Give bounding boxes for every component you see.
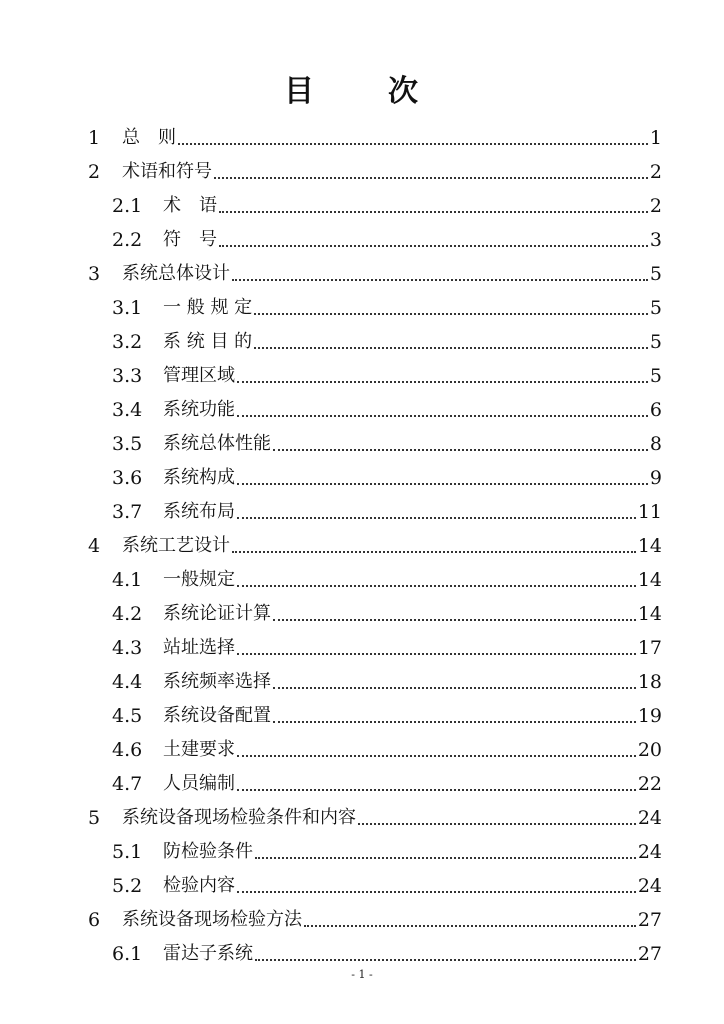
toc-entry-number: 3.1 (112, 297, 143, 319)
toc-dot-leader (237, 517, 636, 519)
toc-entry-page: 27 (637, 943, 662, 965)
toc-entry-title: 站址选择 (163, 637, 235, 658)
toc-entry-title: 检验内容 (163, 875, 235, 896)
toc-entry-title: 总 则 (122, 127, 176, 148)
toc-entry-page: 27 (637, 909, 662, 931)
toc-entry[interactable] (0, 461, 724, 495)
toc-entry[interactable] (0, 427, 724, 461)
table-of-contents (0, 121, 724, 971)
toc-entry[interactable] (0, 937, 724, 971)
toc-dot-leader (358, 823, 636, 825)
toc-entry-page: 19 (637, 705, 662, 727)
toc-entry-number: 3.5 (112, 433, 143, 455)
toc-entry-title: 系统频率选择 (163, 671, 271, 692)
toc-dot-leader (214, 177, 648, 179)
toc-entry[interactable] (0, 155, 724, 189)
toc-entry-title: 管理区域 (163, 365, 235, 386)
toc-entry-page: 24 (637, 841, 662, 863)
toc-entry-page: 18 (637, 671, 662, 693)
toc-entry-number: 3.7 (112, 501, 143, 523)
toc-entry[interactable] (0, 495, 724, 529)
toc-entry-title: 系统功能 (163, 399, 235, 420)
toc-entry-page: 5 (649, 297, 662, 319)
toc-entry-title: 系统构成 (163, 467, 235, 488)
toc-entry-number: 4.7 (112, 773, 143, 795)
toc-dot-leader (273, 687, 636, 689)
toc-entry-number: 1 (88, 127, 101, 149)
toc-entry-title: 人员编制 (163, 773, 235, 794)
toc-entry-number: 2.2 (112, 229, 143, 251)
toc-entry-page: 2 (649, 195, 662, 217)
toc-entry-title: 系统设备现场检验条件和内容 (122, 807, 356, 828)
toc-dot-leader (255, 857, 636, 859)
toc-dot-leader (232, 279, 648, 281)
toc-entry-title: 系 统 目 的 (163, 331, 253, 352)
toc-entry[interactable] (0, 291, 724, 325)
toc-entry[interactable] (0, 359, 724, 393)
page-title: 目 次 (284, 74, 440, 109)
toc-entry-page: 17 (637, 637, 662, 659)
toc-entry-page: 14 (637, 569, 662, 591)
page-number-footer: - 1 - (351, 968, 373, 981)
toc-dot-leader (219, 245, 648, 247)
toc-entry-number: 4.5 (112, 705, 143, 727)
toc-entry[interactable] (0, 767, 724, 801)
toc-entry-title: 符 号 (163, 229, 217, 250)
toc-dot-leader (273, 619, 636, 621)
toc-entry[interactable] (0, 563, 724, 597)
toc-dot-leader (273, 721, 636, 723)
toc-entry-number: 6.1 (112, 943, 143, 965)
toc-dot-leader (237, 653, 636, 655)
toc-dot-leader (178, 143, 648, 145)
toc-entry-page: 22 (637, 773, 662, 795)
toc-entry[interactable] (0, 699, 724, 733)
toc-entry-title: 系统论证计算 (163, 603, 271, 624)
toc-entry-page: 9 (649, 467, 662, 489)
toc-dot-leader (304, 925, 636, 927)
toc-dot-leader (237, 415, 648, 417)
toc-entry-number: 3.4 (112, 399, 143, 421)
toc-entry-number: 4.3 (112, 637, 143, 659)
toc-dot-leader (219, 211, 648, 213)
toc-dot-leader (237, 381, 648, 383)
toc-entry-number: 5.1 (112, 841, 143, 863)
toc-entry-page: 3 (649, 229, 662, 251)
toc-entry-number: 5.2 (112, 875, 143, 897)
toc-dot-leader (273, 449, 648, 451)
toc-dot-leader (254, 347, 648, 349)
toc-entry[interactable] (0, 223, 724, 257)
toc-dot-leader (237, 755, 636, 757)
toc-entry-title: 系统工艺设计 (122, 535, 230, 556)
toc-entry-title: 雷达子系统 (163, 943, 253, 964)
toc-entry-number: 2.1 (112, 195, 143, 217)
toc-entry-number: 6 (88, 909, 101, 931)
toc-entry-title: 一 般 规 定 (163, 297, 253, 318)
toc-entry[interactable] (0, 121, 724, 155)
toc-entry-title: 术语和符号 (122, 161, 212, 182)
toc-entry-number: 4 (88, 535, 101, 557)
toc-entry-title: 系统布局 (163, 501, 235, 522)
toc-entry[interactable] (0, 631, 724, 665)
toc-entry-page: 5 (649, 365, 662, 387)
toc-dot-leader (237, 891, 636, 893)
toc-entry-number: 3.3 (112, 365, 143, 387)
toc-dot-leader (237, 789, 636, 791)
toc-entry[interactable] (0, 903, 724, 937)
toc-entry-number: 4.4 (112, 671, 143, 693)
toc-entry-title: 系统设备配置 (163, 705, 271, 726)
toc-entry[interactable] (0, 189, 724, 223)
toc-entry[interactable] (0, 835, 724, 869)
toc-entry-title: 术 语 (163, 195, 217, 216)
toc-entry-page: 24 (637, 807, 662, 829)
toc-entry-page: 14 (637, 535, 662, 557)
toc-entry[interactable] (0, 529, 724, 563)
toc-entry[interactable] (0, 733, 724, 767)
toc-entry-page: 2 (649, 161, 662, 183)
toc-dot-leader (237, 483, 648, 485)
toc-entry-title: 防检验条件 (163, 841, 253, 862)
toc-entry-number: 4.1 (112, 569, 143, 591)
toc-entry-number: 5 (88, 807, 101, 829)
toc-entry[interactable] (0, 325, 724, 359)
toc-entry[interactable] (0, 597, 724, 631)
toc-entry-page: 5 (649, 331, 662, 353)
toc-entry[interactable] (0, 665, 724, 699)
toc-entry-number: 4.6 (112, 739, 143, 761)
toc-dot-leader (255, 959, 636, 961)
toc-entry-number: 4.2 (112, 603, 143, 625)
toc-entry-number: 3.6 (112, 467, 143, 489)
toc-entry[interactable] (0, 869, 724, 903)
toc-entry-number: 3.2 (112, 331, 143, 353)
toc-dot-leader (232, 551, 636, 553)
toc-entry[interactable] (0, 801, 724, 835)
toc-entry-page: 1 (649, 127, 662, 149)
toc-entry-title: 系统设备现场检验方法 (122, 909, 302, 930)
toc-entry-page: 6 (649, 399, 662, 421)
toc-dot-leader (254, 313, 648, 315)
toc-entry-page: 8 (649, 433, 662, 455)
toc-entry-page: 11 (637, 501, 662, 523)
toc-dot-leader (237, 585, 636, 587)
toc-entry-page: 14 (637, 603, 662, 625)
toc-entry-title: 系统总体设计 (122, 263, 230, 284)
toc-entry-number: 3 (88, 263, 101, 285)
toc-entry-number: 2 (88, 161, 101, 183)
toc-entry[interactable] (0, 393, 724, 427)
toc-entry[interactable] (0, 257, 724, 291)
toc-entry-page: 20 (637, 739, 662, 761)
toc-entry-page: 24 (637, 875, 662, 897)
toc-entry-title: 系统总体性能 (163, 433, 271, 454)
toc-entry-title: 一般规定 (163, 569, 235, 590)
toc-entry-title: 土建要求 (163, 739, 235, 760)
toc-entry-page: 5 (649, 263, 662, 285)
